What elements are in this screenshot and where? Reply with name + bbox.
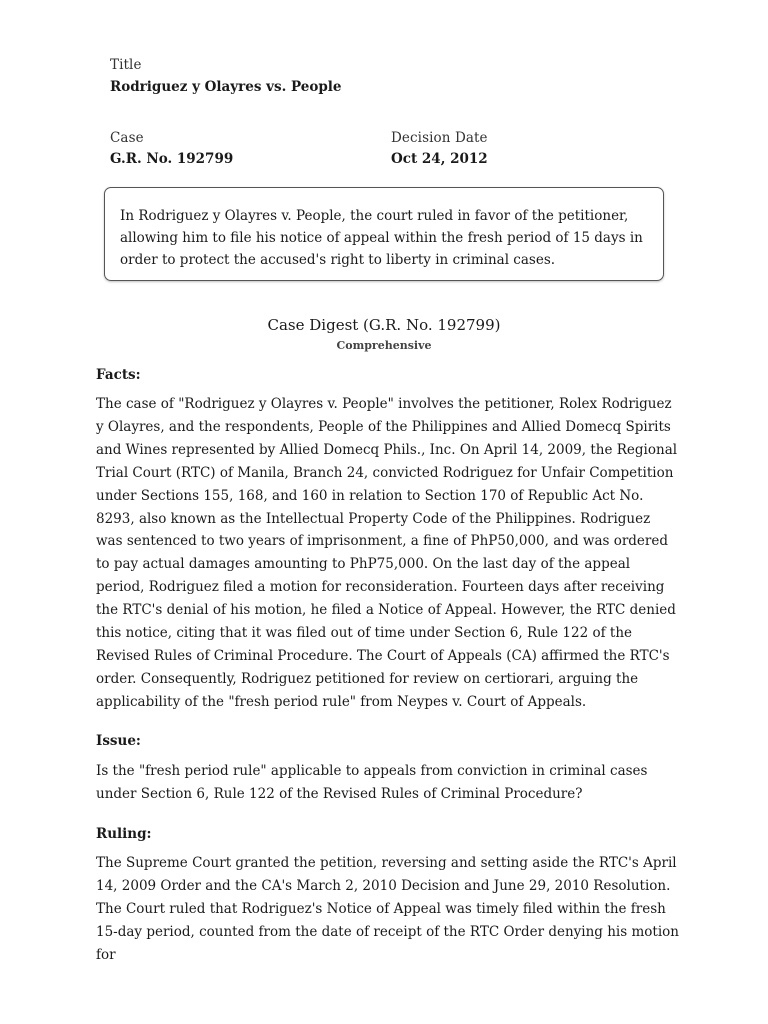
ruling-text: The Supreme Court granted the petition, reversing and setting aside the RTC's April 14, 2009 Order and the CA's March 2, 2010 Decision and June 29, 2010 Resolution. The Court ruled that Rodriguez's Notice of Appeal was timely filed within the fresh 15-day period, counted from the date of receipt of the RTC Order denying his motion for: [96, 855, 679, 963]
summary-box: [104, 187, 664, 281]
case-title: Rodriguez y Olayres vs. People: [110, 79, 342, 95]
issue-text: Is the "fresh period rule" applicable to appeals from conviction in criminal cases under Section 6, Rule 122 of the Revised Rules of Criminal Procedure?: [96, 763, 648, 802]
decision-date-label: Decision Date: [391, 130, 488, 146]
summary-text: In Rodriguez y Olayres v. People, the court ruled in favor of the petitioner, allowing him to file his notice of appeal within the fresh period of 15 days in order to protect the accused's right to liberty in criminal cases.: [120, 208, 643, 268]
case-number: G.R. No. 192799: [110, 151, 234, 167]
issue-heading: Issue:: [96, 733, 141, 749]
digest-heading: Case Digest (G.R. No. 192799): [267, 316, 501, 334]
case-label: Case: [110, 130, 144, 146]
facts-heading: Facts:: [96, 367, 141, 383]
ruling-heading: Ruling:: [96, 826, 152, 842]
digest-subheading: Comprehensive: [336, 339, 432, 352]
title-label: Title: [110, 57, 142, 73]
facts-text: The case of "Rodriguez y Olayres v. People" involves the petitioner, Rolex Rodriguez y Olayres, and the respondents, People of the Philippines and Allied Domecq Spirits and Wines represented by Allied Domecq Phils., Inc. On April 14, 2009, the Regional Trial Court (RTC) of Manila, Branch 24, convicted Rodriguez for Unfair Competition under Sections 155, 168, and 160 in relation to Section 170 of Republic Act No. 8293, also known as the Intellectual Property Code of the Philippines. Rodriguez was sentenced to two years of imprisonment, a fine of PhP50,000, and was ordered to pay actual damages amounting to PhP75,000. On the last day of the appeal period, Rodriguez filed a motion for reconsideration. Fourteen days after receiving the RTC's denial of his motion, he filed a Notice of Appeal. However, the RTC denied this notice, citing that it was filed out of time under Section 6, Rule 122 of the Revised Rules of Criminal Procedure. The Court of Appeals (CA) affirmed the RTC's order. Consequently, Rodriguez petitioned for review on certiorari, arguing the applicability of the "fresh period rule" from Neypes v. Court of Appeals.: [96, 396, 678, 710]
decision-date: Oct 24, 2012: [391, 151, 488, 167]
